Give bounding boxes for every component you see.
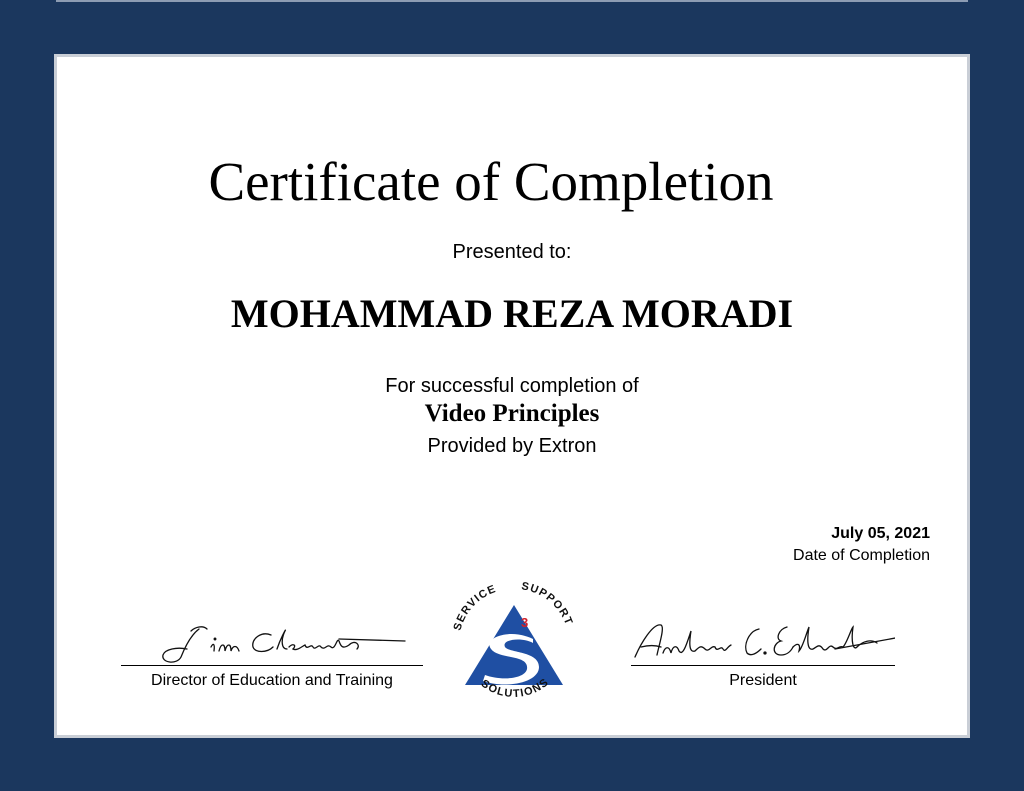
signature-caption-president: President xyxy=(729,672,797,689)
svg-text:SERVICE xyxy=(452,583,499,632)
top-border-line xyxy=(56,0,968,2)
logo-text-service: SERVICE xyxy=(451,582,499,632)
signature-line xyxy=(631,665,895,666)
logo-text-support: SUPPORT xyxy=(520,581,575,628)
certificate-paper xyxy=(54,54,970,738)
completion-date-label: Date of Completion xyxy=(793,547,930,564)
s3-logo-icon xyxy=(449,581,579,701)
signature-director xyxy=(121,617,423,690)
logo-text-solutions: SOLUTIONS xyxy=(478,676,552,701)
course-name: Video Principles xyxy=(424,400,600,427)
signature-caption-director: Director of Education and Training xyxy=(151,672,393,689)
logo-superscript: 3 xyxy=(521,615,529,630)
completion-label: For successful completion of xyxy=(385,375,639,397)
director-signature-icon xyxy=(121,617,423,665)
svg-text:SUPPORT xyxy=(520,581,574,627)
signature-line xyxy=(121,665,423,666)
recipient-name: MOHAMMAD REZA MORADI xyxy=(230,291,794,336)
signature-president xyxy=(631,617,895,690)
provider-text: Provided by Extron xyxy=(427,435,597,457)
certificate-title: Certificate of Completion xyxy=(208,151,774,212)
president-signature-icon xyxy=(631,617,895,665)
completion-date: July 05, 2021 xyxy=(831,525,930,542)
presented-to-label: Presented to: xyxy=(452,241,572,263)
